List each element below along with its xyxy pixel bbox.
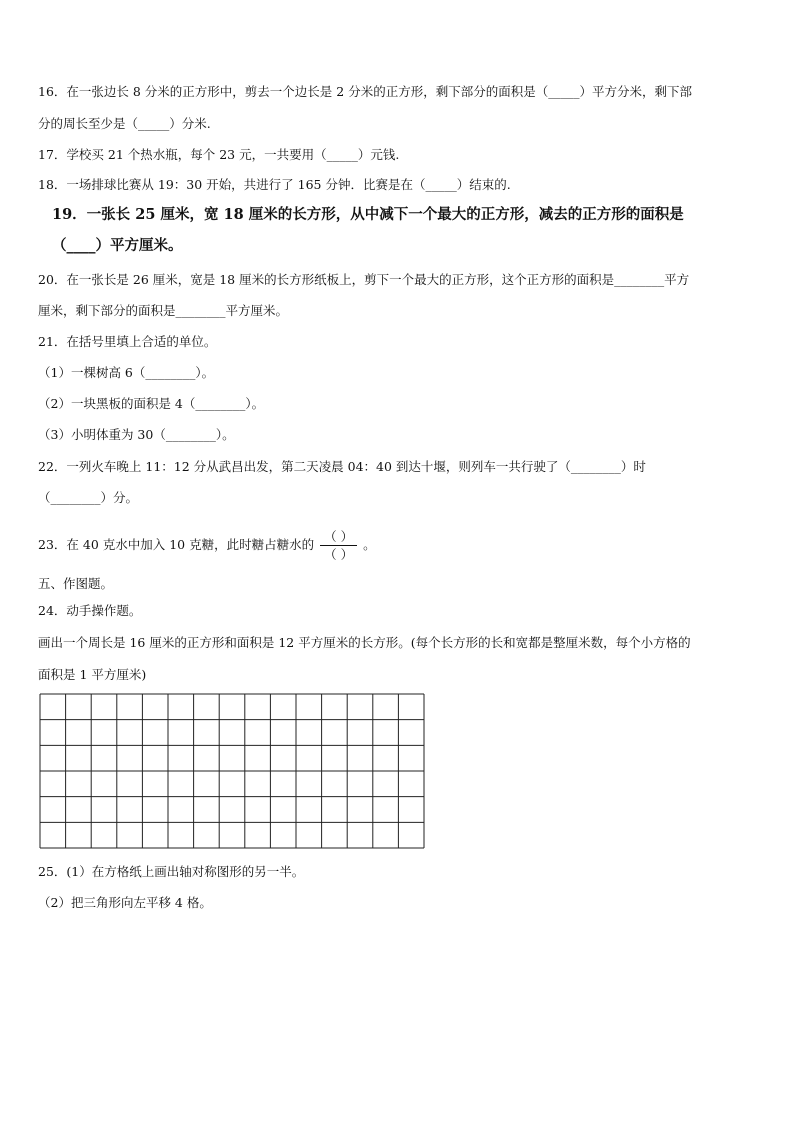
q20-line1: 20．在一张长是 26 厘米，宽是 18 厘米的长方形纸板上，剪下一个最大的正方形，这个正方形的面积是________平方 — [38, 272, 690, 287]
q24-line1: 画出一个周长是 16 厘米的正方形和面积是 12 平方厘米的长方形。(每个长方形的长和宽都是整厘米数，每个小方格的 — [38, 635, 691, 650]
q18: 18．一场排球比赛从 19：30 开始，共进行了 165 分钟．比赛是在（_____）结束的. — [38, 177, 511, 192]
q19-line2: （____）平方厘米。 — [52, 237, 183, 254]
q23-denominator: （ ） — [324, 547, 354, 562]
q25-item-2: （2）把三角形向左平移 4 格。 — [38, 895, 212, 910]
q17: 17．学校买 21 个热水瓶，每个 23 元，一共要用（_____）元钱. — [38, 147, 400, 162]
drawing-grid[interactable] — [39, 693, 425, 849]
q21-title: 21．在括号里填上合适的单位。 — [38, 334, 217, 349]
q25-item-1: 25．(1）在方格纸上画出轴对称图形的另一半。 — [38, 864, 305, 879]
q23-fraction — [320, 528, 357, 563]
q16-line1: 16．在一张边长 8 分米的正方形中，剪去一个边长是 2 分米的正方形，剩下部分的面积是（_____）平方分米，剩下部 — [38, 84, 692, 99]
q23-numerator: （ ） — [320, 528, 357, 546]
q20-line2: 厘米，剩下部分的面积是________平方厘米。 — [38, 303, 289, 318]
q16-line2: 分的周长至少是（_____）分米. — [38, 116, 211, 131]
q24-title: 24．动手操作题。 — [38, 603, 142, 618]
q22-line2: （________）分。 — [38, 490, 139, 505]
q23-text: 23．在 40 克水中加入 10 克糖，此时糖占糖水的 — [38, 537, 315, 552]
q23 — [38, 528, 376, 563]
q23-end: 。 — [363, 537, 376, 552]
q19-line1: 19．一张长 25 厘米，宽 18 厘米的长方形，从中减下一个最大的正方形，减去的正方形的面积是 — [52, 206, 684, 223]
q21-item-1: （1）一棵树高 6（________）。 — [38, 365, 215, 380]
q21-item-2: （2）一块黑板的面积是 4（________）。 — [38, 396, 265, 411]
q24-line2: 面积是 1 平方厘米) — [38, 667, 147, 682]
q21-item-3: （3）小明体重为 30（________）。 — [38, 427, 235, 442]
section-5-title: 五、作图题。 — [38, 576, 114, 591]
q22-line1: 22．一列火车晚上 11：12 分从武昌出发，第二天凌晨 04：40 到达十堰，则列车一共行驶了（________）时 — [38, 459, 646, 474]
